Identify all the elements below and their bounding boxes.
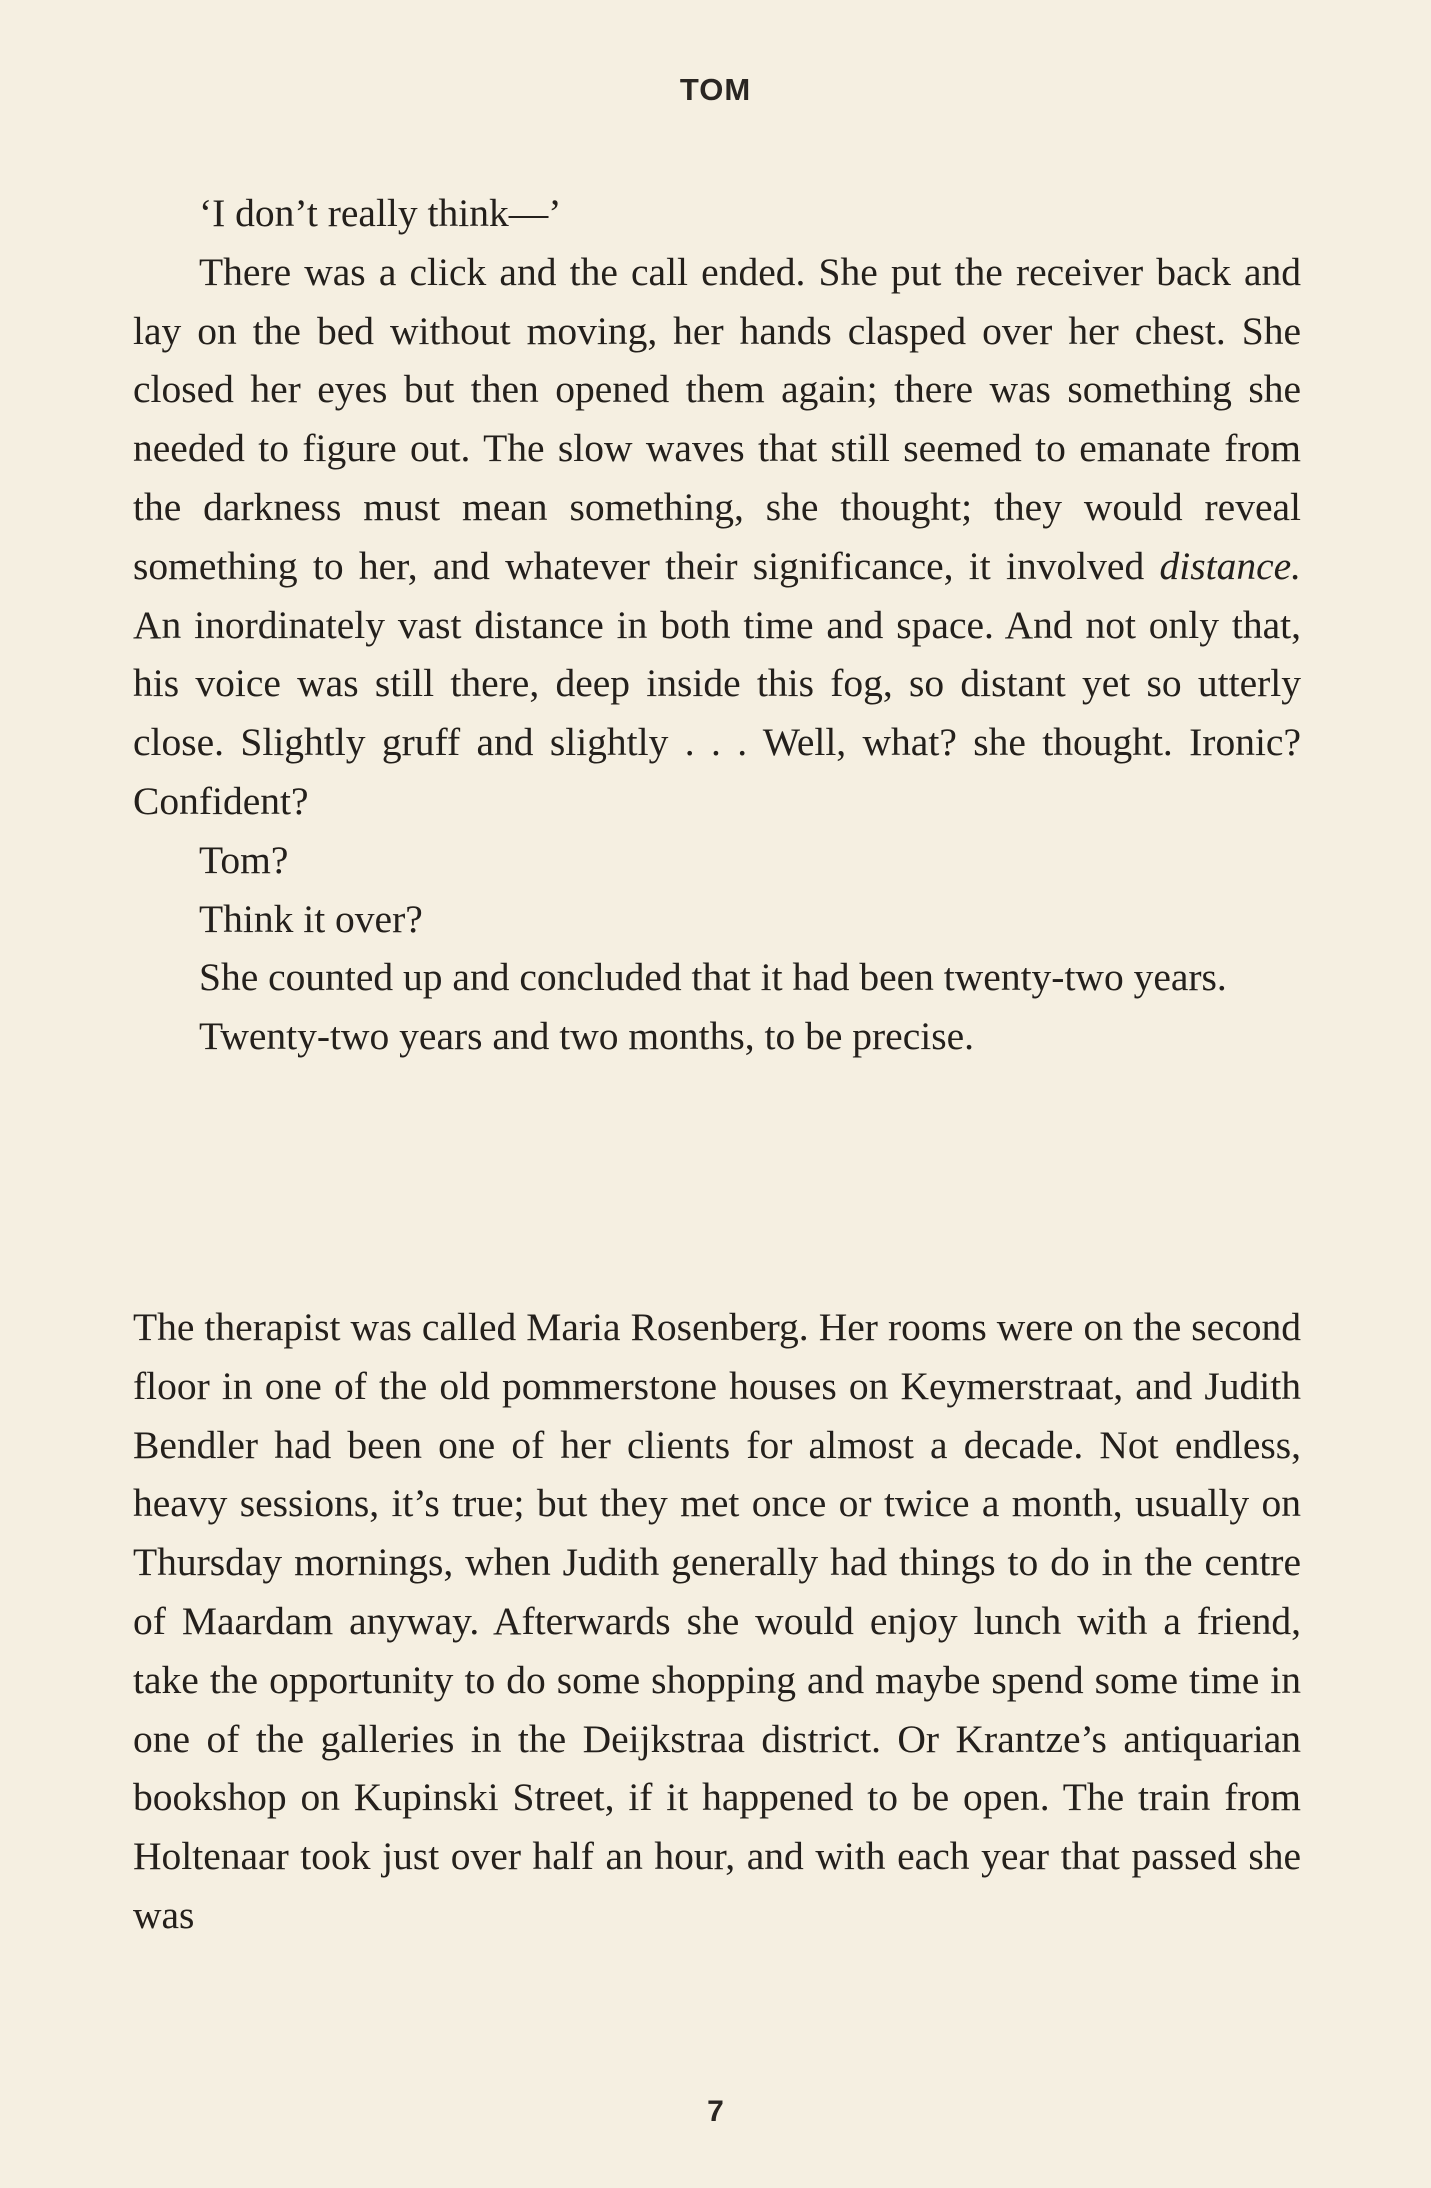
running-head: TOM xyxy=(679,72,752,107)
paragraph-text: There was a click and the call ended. She put the receiver back and lay on the bed without moving, her hands clasped over her chest. She closed her eyes but then opened them again; there was something she needed to figure out. The slow waves that still seemed to emanate from the darkness must mean something, she thought; they would reveal something to her, and whatever their significance, it involved xyxy=(133,249,1301,588)
section-two xyxy=(133,1298,1301,1945)
paragraph xyxy=(133,243,1301,831)
page-number: 7 xyxy=(707,2095,724,2128)
paragraph: She counted up and concluded that it had been twenty-two years. xyxy=(199,955,1227,1000)
paragraph: Think it over? xyxy=(199,896,423,941)
paragraph: Tom? xyxy=(199,837,289,882)
italic-word: distance. xyxy=(1159,543,1302,588)
paragraph: The therapist was called Maria Rosenberg. Her rooms were on the second floor in one of the old pommerstone houses on Keymerstraat, and Judith Bendler had been one of her clients for almost a decade. Not endless, heavy sessions, it’s true; but they met once or twice a month, usually on Thursday mornings, when Judith generally had things to do in the centre of Maardam anyway. Afterwards she would enjoy lunch with a friend, take the opportunity to do some shopping and maybe spend some time in one of the galleries in the Deijkstraa district. Or Krantze’s antiquarian bookshop on Kupinski Street, if it happened to be open. The train from Holtenaar took just over half an hour, and with each year that passed she was xyxy=(133,1305,1301,1937)
section-one xyxy=(133,184,1301,1066)
paragraph: ‘I don’t really think—’ xyxy=(199,191,562,235)
paragraph: Twenty-two years and two months, to be precise. xyxy=(199,1014,974,1059)
paragraph-text-tail: An inordinately vast distance in both time and space. And not only that, his voice was still there, deep inside this fog, so distant yet so utterly close. Slightly gruff and slightly . . . Well, what? she thought. Ironic? Confident? xyxy=(133,602,1301,823)
